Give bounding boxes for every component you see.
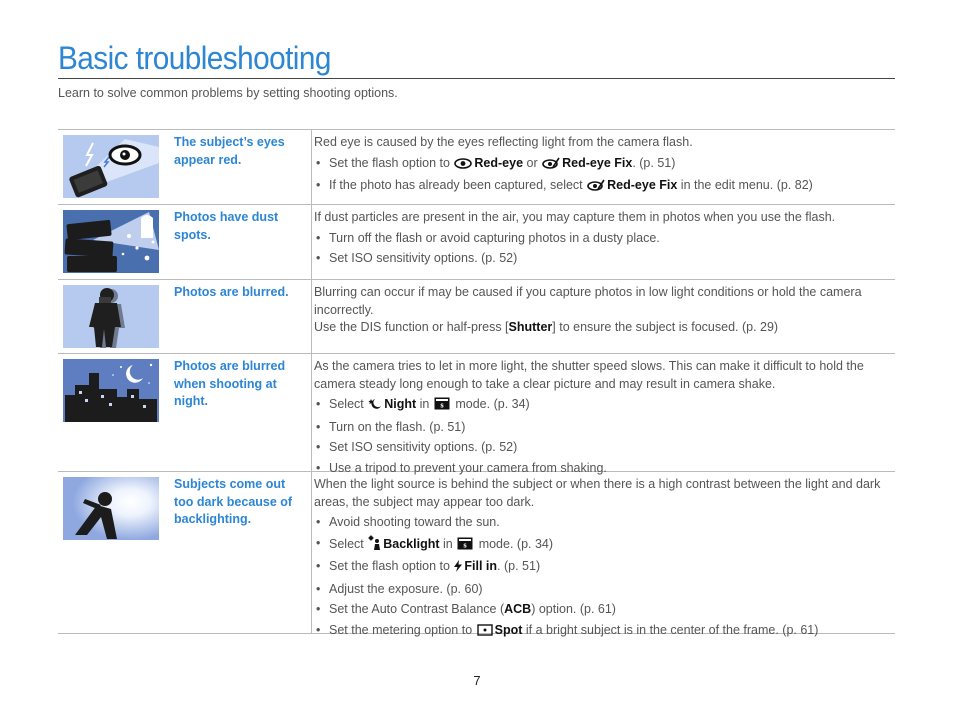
page-title: Basic troubleshooting bbox=[58, 40, 331, 76]
blurred-photo-illustration bbox=[63, 285, 159, 348]
table-row-night bbox=[58, 354, 895, 475]
list-item: • Turn on the flash. (p. 51) bbox=[314, 419, 889, 437]
problem-label: Subjects come out too dark because of backlighting. bbox=[174, 477, 293, 526]
dust-spots-illustration bbox=[63, 210, 159, 273]
backlight-icon bbox=[368, 535, 381, 556]
list-item: • Select Backlight in S mode. (p. 34) bbox=[314, 535, 889, 556]
problem-label: The subject’s eyes appear red. bbox=[174, 135, 285, 167]
column-divider bbox=[311, 205, 312, 279]
solution-line: Use the DIS function or half-press [Shutter] to ensure the subject is focused. (p. 29) bbox=[314, 320, 779, 334]
page-subtitle: Learn to solve common problems by setting shooting options. bbox=[58, 86, 398, 100]
svg-text:S: S bbox=[463, 543, 468, 549]
solution-text bbox=[314, 354, 895, 479]
solution-intro: Blurring can occur if may be caused if you capture photos in low light conditions or hold the camera incorrectly. bbox=[314, 285, 862, 317]
table-row-blurred bbox=[58, 280, 895, 354]
scene-mode-icon bbox=[457, 537, 473, 556]
solution-intro: As the camera tries to let in more light, the shutter speed slows. This can make it difficult to hold the camera steady long enough to take a clear picture and may result in camera shake. bbox=[314, 359, 864, 391]
list-item: • Avoid shooting toward the sun. bbox=[314, 514, 889, 532]
svg-text:S: S bbox=[440, 403, 444, 410]
table-row-dust-spots bbox=[58, 205, 895, 280]
page-number: 7 bbox=[473, 673, 481, 688]
list-item: • Set the Auto Contrast Balance (ACB) option. (p. 61) bbox=[314, 601, 889, 619]
night-scene-illustration bbox=[63, 359, 159, 422]
list-item: • Turn off the flash or avoid capturing photos in a dusty place. bbox=[314, 230, 889, 248]
table-row-backlighting bbox=[58, 472, 895, 637]
spot-metering-icon bbox=[477, 624, 493, 642]
solution-text bbox=[314, 130, 895, 199]
solution-intro: If dust particles are present in the air, you may capture them in photos when you use the flash. bbox=[314, 210, 836, 224]
title-divider bbox=[58, 78, 895, 79]
column-divider bbox=[311, 130, 312, 204]
red-eye-fix-icon bbox=[587, 179, 605, 197]
list-item: • Set ISO sensitivity options. (p. 52) bbox=[314, 439, 889, 457]
fill-in-flash-icon bbox=[454, 560, 462, 578]
red-eye-fix-icon bbox=[542, 157, 560, 175]
scene-mode-icon bbox=[434, 397, 450, 416]
solution-intro: Red eye is caused by the eyes reflecting light from the camera flash. bbox=[314, 135, 693, 149]
night-icon bbox=[368, 398, 382, 416]
list-item: • Set the flash option to Red-eye or Red-eye Fix. (p. 51) bbox=[314, 155, 889, 175]
list-item: • Set ISO sensitivity options. (p. 52) bbox=[314, 250, 889, 268]
list-item: • Select Night in S mode. (p. 34) bbox=[314, 396, 889, 416]
solution-intro: When the light source is behind the subject or when there is a high contrast between the light and dark areas, the subject may appear too dark. bbox=[314, 477, 881, 509]
troubleshooting-table bbox=[58, 129, 895, 637]
list-item: • Set the flash option to Fill in. (p. 51) bbox=[314, 558, 889, 578]
red-eye-illustration bbox=[63, 135, 159, 198]
problem-label: Photos have dust spots. bbox=[174, 210, 279, 242]
column-divider bbox=[311, 354, 312, 471]
list-item: • If the photo has already been captured, select Red-eye Fix in the edit menu. (p. 82) bbox=[314, 177, 889, 197]
problem-label: Photos are blurred when shooting at night. bbox=[174, 359, 286, 408]
solution-text bbox=[314, 205, 895, 270]
table-row-red-eye bbox=[58, 130, 895, 205]
column-divider bbox=[311, 472, 312, 633]
solution-text bbox=[314, 472, 895, 643]
problem-label: Photos are blurred. bbox=[174, 285, 289, 299]
list-item: • Use a tripod to prevent your camera from shaking. bbox=[314, 460, 889, 478]
backlight-illustration bbox=[63, 477, 159, 540]
list-item: • Set the metering option to Spot if a bright subject is in the center of the frame. (p. 61) bbox=[314, 622, 889, 642]
column-divider bbox=[311, 280, 312, 353]
red-eye-icon bbox=[454, 157, 472, 175]
solution-text bbox=[314, 280, 895, 339]
list-item: • Adjust the exposure. (p. 60) bbox=[314, 581, 889, 599]
